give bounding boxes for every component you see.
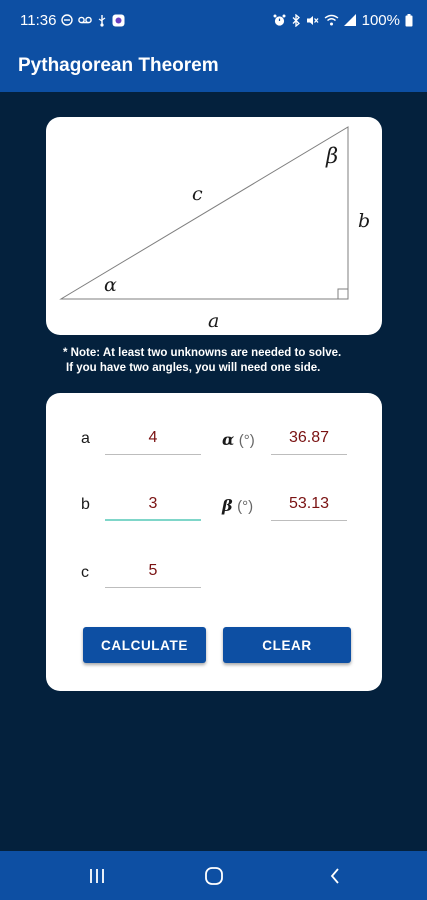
triangle-diagram [46, 117, 382, 335]
bluetooth-icon [291, 14, 301, 27]
clear-button[interactable]: CLEAR [223, 627, 351, 663]
calculate-button[interactable]: CALCULATE [83, 627, 206, 663]
back-button[interactable] [318, 851, 352, 900]
angle-alpha-label: α [104, 274, 117, 296]
side-b-label: b [358, 210, 371, 232]
side-c-label: c [192, 183, 203, 205]
alpha-unit: (°) [238, 432, 255, 449]
minus-circle-icon [61, 14, 73, 26]
app-title: Pythagorean Theorem [18, 55, 219, 76]
signal-icon [344, 14, 357, 26]
beta-input-label [222, 496, 253, 516]
home-button[interactable] [197, 851, 231, 900]
right-angle-marker [338, 289, 348, 299]
home-icon [204, 866, 224, 886]
status-bar [0, 0, 427, 40]
note-line-2: If you have two angles, you will need one side. [66, 362, 321, 374]
usb-icon [97, 14, 107, 27]
side-a-input-label: a [81, 430, 90, 447]
side-b-input[interactable]: 3 [105, 489, 201, 521]
battery-icon [405, 14, 413, 27]
battery-percentage: 100% [361, 11, 400, 29]
app-bar [0, 40, 427, 92]
side-a-input[interactable]: 4 [105, 423, 201, 455]
beta-unit: (°) [237, 498, 254, 515]
mute-icon [306, 14, 319, 27]
note-text [63, 346, 403, 376]
note-line-1: * Note: At least two unknowns are needed to solve. [63, 347, 342, 359]
side-c-input-label: c [81, 564, 89, 581]
alpha-symbol: α [222, 430, 235, 449]
side-a-label: a [208, 310, 220, 332]
wifi-icon [324, 14, 339, 26]
side-c-input[interactable]: 5 [105, 556, 201, 588]
beta-symbol: β [222, 496, 233, 515]
status-left [20, 12, 125, 29]
recent-apps-button[interactable] [80, 851, 114, 900]
beta-input[interactable]: 53.13 [271, 489, 347, 521]
angle-beta-label: β [326, 144, 339, 168]
side-b-input-label: b [81, 496, 90, 513]
voicemail-icon [78, 15, 92, 25]
status-time: 11:36 [20, 11, 57, 29]
status-right [273, 12, 413, 29]
triangle-diagram-card [46, 117, 382, 335]
alarm-icon [273, 14, 286, 27]
system-nav-bar [0, 851, 427, 900]
input-form-card [46, 393, 382, 691]
recent-apps-icon [88, 868, 106, 884]
back-icon [329, 867, 341, 885]
alpha-input[interactable]: 36.87 [271, 423, 347, 455]
app-notification-icon [112, 14, 125, 27]
alpha-input-label [222, 430, 255, 450]
